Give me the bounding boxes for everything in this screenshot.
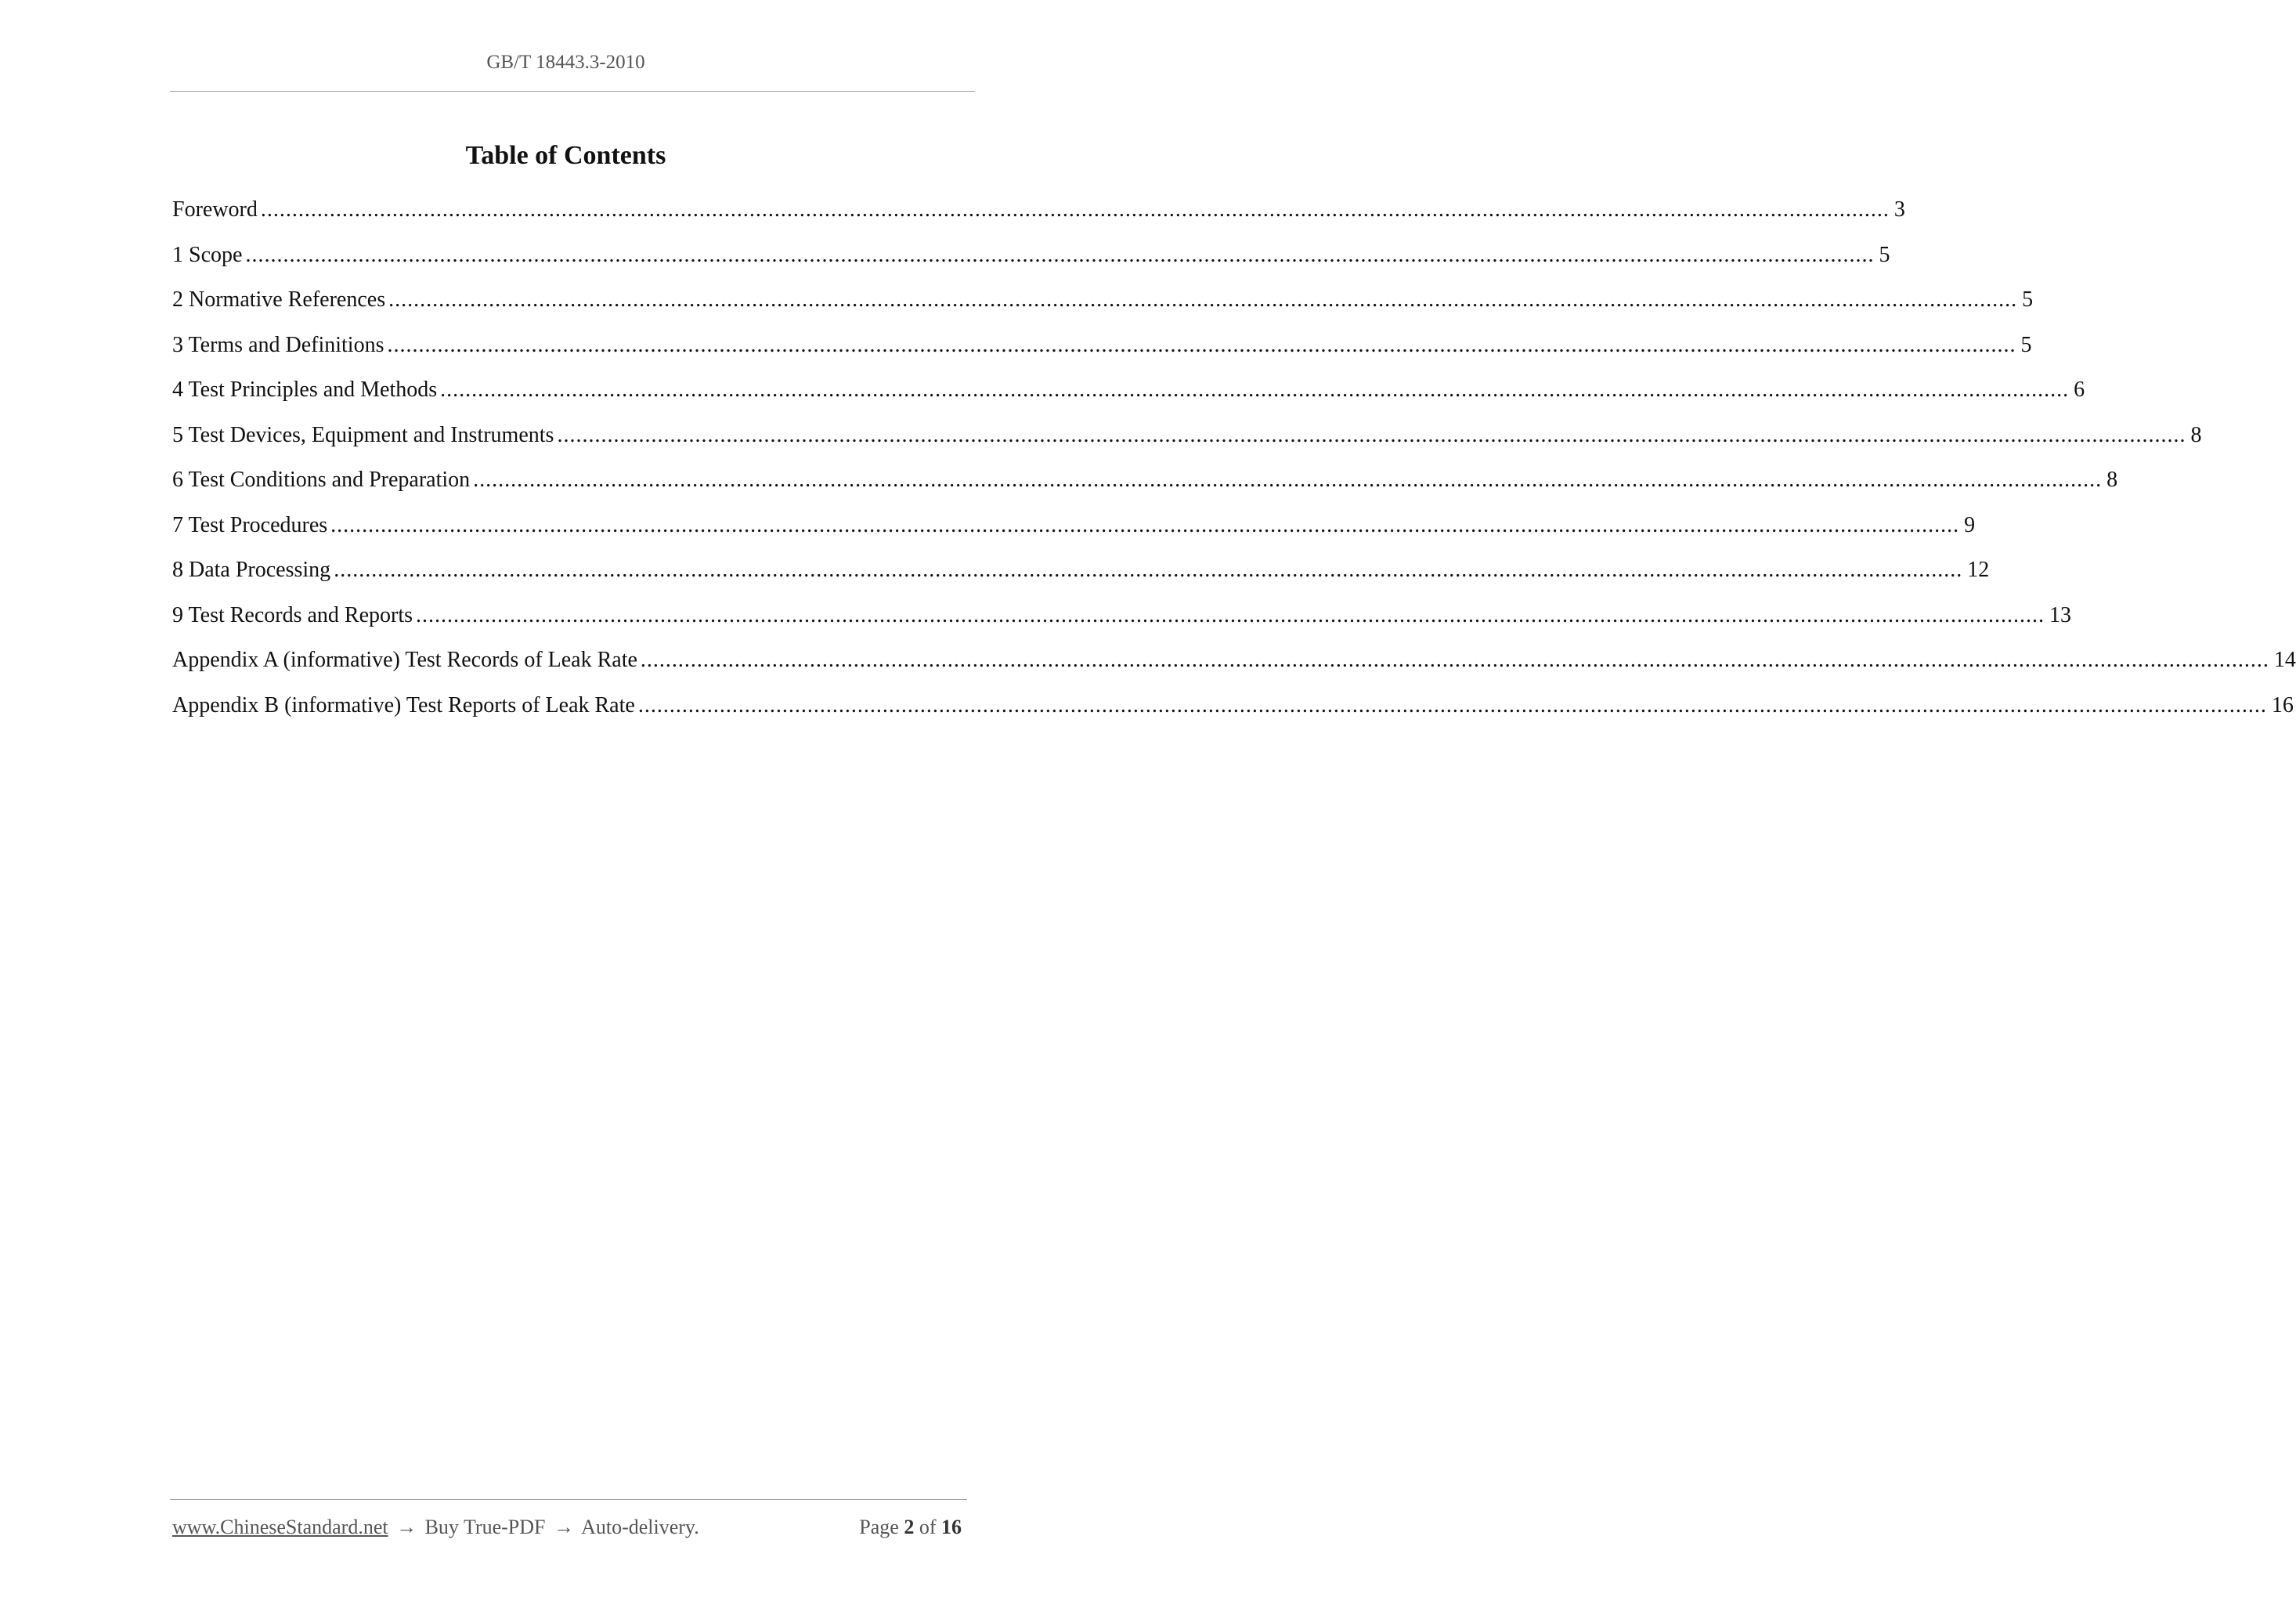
toc-entry-terms-definitions[interactable]: [172, 328, 2032, 374]
toc-entry-test-devices[interactable]: [172, 418, 2202, 464]
footer-promo: [172, 1516, 699, 1539]
toc-entry-test-records-reports[interactable]: [172, 598, 2072, 644]
toc-entry-label: 1 Scope: [172, 242, 243, 267]
toc-entry-data-processing[interactable]: [172, 553, 1990, 598]
page-word: Page: [859, 1516, 899, 1538]
toc-entry-normative-references[interactable]: [172, 283, 2034, 328]
toc-entry-label: 3 Terms and Definitions: [172, 332, 384, 357]
toc-title: Table of Contents: [465, 141, 666, 170]
buy-true-pdf-text: Buy True-PDF: [424, 1516, 546, 1538]
toc-entry-page: 5: [2020, 332, 2032, 357]
toc-leader-dots: ....................................................................................................................................................................................................................................................................: [330, 512, 1960, 537]
toc-entry-page: 5: [2022, 287, 2034, 312]
toc-entry-page: 3: [1893, 197, 1905, 222]
auto-delivery-text: Auto-delivery.: [581, 1516, 699, 1538]
toc-entry-label: Appendix A (informative) Test Records of Leak Rate: [172, 648, 637, 672]
header-divider: [170, 91, 975, 92]
toc-leader-dots: ....................................................................................................................................................................................................................................................................: [388, 287, 2018, 312]
toc-entry-foreword[interactable]: [172, 193, 1905, 238]
toc-leader-dots: ....................................................................................................................................................................................................................................................................: [387, 332, 2016, 357]
toc-leader-dots: ....................................................................................................................................................................................................................................................................: [245, 242, 1875, 267]
total-pages-number: 16: [941, 1516, 962, 1538]
toc-entry-page: 9: [1964, 512, 1976, 537]
toc-entry-label: Foreword: [172, 197, 258, 222]
toc-entry-page: 5: [1879, 242, 1890, 267]
document-code-header: GB/T 18443.3-2010: [486, 52, 645, 73]
toc-entry-appendix-b[interactable]: [172, 688, 2294, 734]
page-indicator: [859, 1516, 962, 1539]
toc-leader-dots: ....................................................................................................................................................................................................................................................................: [260, 197, 1890, 222]
toc-leader-dots: ....................................................................................................................................................................................................................................................................: [473, 468, 2103, 492]
toc-entry-label: 7 Test Procedures: [172, 512, 328, 537]
arrow-right-icon: →: [396, 1516, 417, 1538]
toc-leader-dots: ....................................................................................................................................................................................................................................................................: [637, 692, 2267, 717]
toc-entry-page: 16: [2271, 692, 2294, 717]
toc-entry-page: 13: [2049, 602, 2072, 627]
toc-entry-test-conditions[interactable]: [172, 463, 2118, 508]
toc-entry-page: 14: [2273, 648, 2296, 672]
toc-leader-dots: ....................................................................................................................................................................................................................................................................: [557, 422, 2186, 447]
toc-list: [172, 193, 2296, 733]
toc-entry-page: 12: [1967, 558, 1990, 582]
toc-entry-scope[interactable]: [172, 238, 1890, 284]
site-link[interactable]: www.ChineseStandard.net: [172, 1516, 388, 1538]
toc-entry-label: 2 Normative References: [172, 287, 386, 312]
toc-entry-test-procedures[interactable]: [172, 508, 1976, 554]
toc-entry-page: 6: [2074, 378, 2085, 402]
toc-leader-dots: ....................................................................................................................................................................................................................................................................: [416, 602, 2045, 627]
arrow-right-icon: →: [554, 1516, 574, 1538]
footer-divider: [170, 1499, 967, 1500]
toc-entry-label: 8 Data Processing: [172, 558, 331, 582]
toc-entry-label: 4 Test Principles and Methods: [172, 378, 438, 402]
current-page-number: 2: [904, 1516, 915, 1538]
toc-leader-dots: ....................................................................................................................................................................................................................................................................: [440, 378, 2070, 402]
of-word: of: [919, 1516, 937, 1538]
toc-entry-label: 5 Test Devices, Equipment and Instruments: [172, 422, 554, 447]
toc-leader-dots: ....................................................................................................................................................................................................................................................................: [334, 558, 1963, 582]
toc-entry-label: 6 Test Conditions and Preparation: [172, 468, 471, 492]
toc-entry-appendix-a[interactable]: [172, 643, 2296, 688]
toc-entry-test-principles[interactable]: [172, 373, 2085, 418]
toc-entry-label: Appendix B (informative) Test Reports of Leak Rate: [172, 692, 635, 717]
toc-entry-label: 9 Test Records and Reports: [172, 602, 413, 627]
toc-entry-page: 8: [2106, 468, 2118, 492]
toc-entry-page: 8: [2190, 422, 2202, 447]
toc-leader-dots: ....................................................................................................................................................................................................................................................................: [640, 648, 2269, 672]
